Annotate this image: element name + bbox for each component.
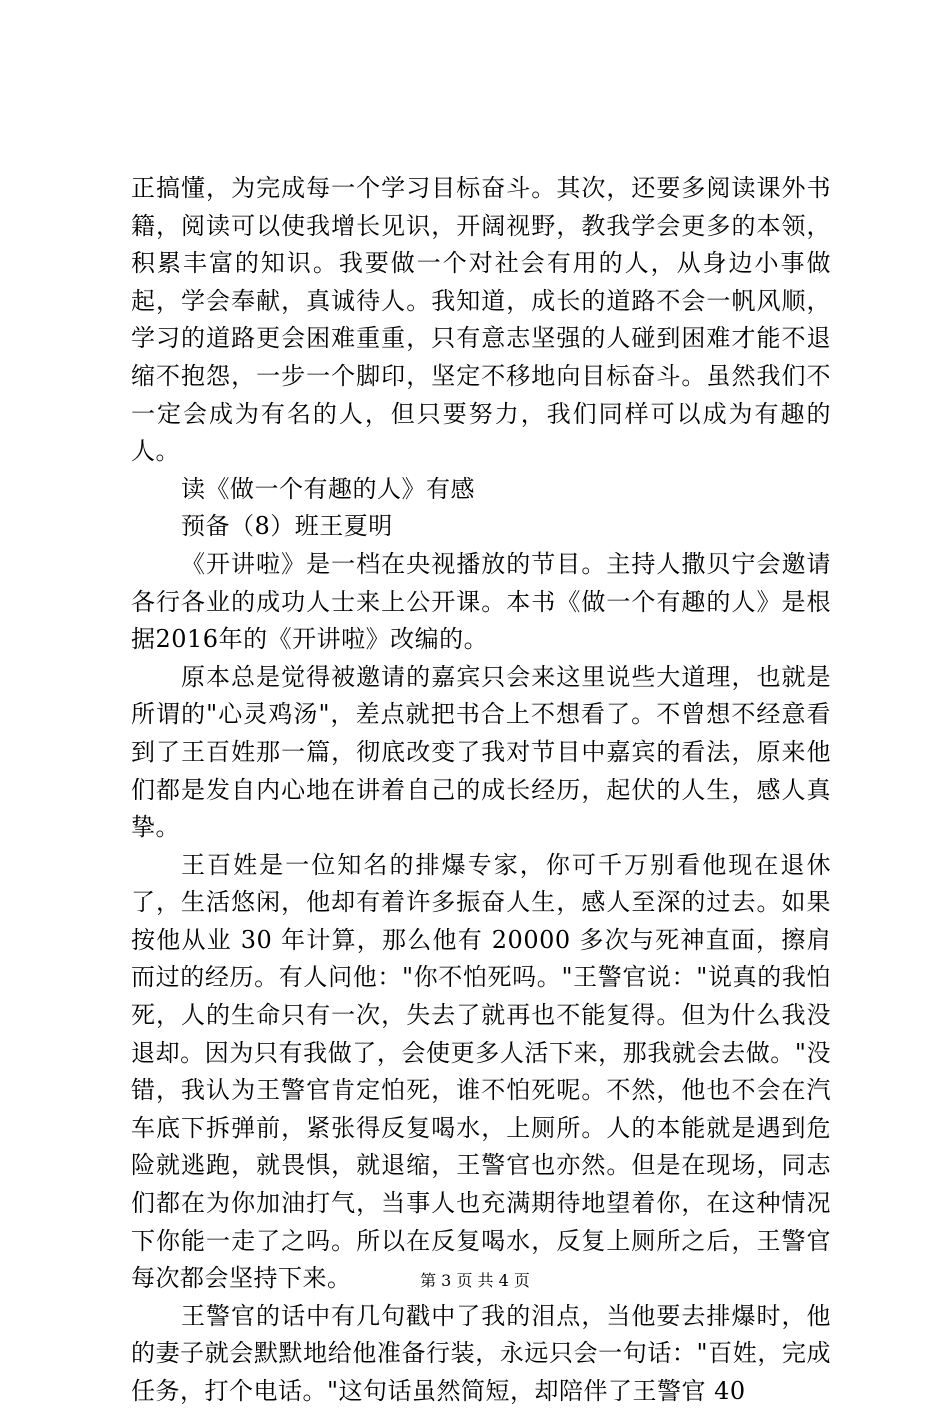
document-body	[131, 170, 831, 1411]
paragraph-continuation: 正搞懂，为完成每一个学习目标奋斗。其次，还要多阅读课外书籍，阅读可以使我增长见识，开阔视野，教我学会更多的本领，积累丰富的知识。我要做一个对社会有用的人，从身边小事做起，学会奉献，真诚待人。我知道，成长的道路不会一帆风顺，学习的道路更会困难重重，只有意志坚强的人碰到困难才能不退缩不抱怨，一步一个脚印，坚定不移地向目标奋斗。虽然我们不一定会成为有名的人，但只要努力，我们同样可以成为有趣的人。	[131, 174, 831, 466]
page-footer: 第 3 页 共 4 页	[420, 1271, 530, 1290]
paragraph-tears: 王警官的话中有几句戳中了我的泪点，当他要去排爆时，他的妻子就会默默地给他准备行装，永远只会一句话："百姓，完成任务，打个电话。"这句话虽然简短，却陪伴了王警官 40	[131, 1301, 831, 1405]
article-title: 读《做一个有趣的人》有感	[181, 474, 475, 503]
paragraph-wang-baixing: 王百姓是一位知名的排爆专家，你可千万别看他现在退休了，生活悠闲，他却有着许多振奋人生，感人至深的过去。如果按他从业 30 年计算，那么他有 20000 多次与死神直面，擦肩而过的经历。有人问他："你不怕死吗。"王警官说："说真的我怕死，人的生命只有一次，失去了就再也不能复得。但为什么我没退却。因为只有我做了，会使更多人活下来，那我就会去做。"没错，我认为王警官肯定怕死，谁不怕死呢。不然，他也不会在汽车底下拆弹前，紧张得反复喝水，上厕所。人的本能就是遇到危险就逃跑，就畏惧，就退缩，王警官也亦然。但是在现场，同志们都在为你加油打气，当事人也充满期待地望着你，在这种情况下你能一走了之吗。所以在反复喝水，反复上厕所之后，王警官每次都会坚持下来。	[131, 850, 831, 1293]
article-author: 预备（8）班王夏明	[181, 512, 393, 541]
paragraph-intro: 《开讲啦》是一档在央视播放的节目。主持人撒贝宁会邀请各行各业的成功人士来上公开课。本书《做一个有趣的人》是根据2016年的《开讲啦》改编的。	[131, 549, 831, 654]
paragraph-impression: 原本总是觉得被邀请的嘉宾只会来这里说些大道理，也就是所谓的"心灵鸡汤"，差点就把书合上不想看了。不曾想不经意看到了王百姓那一篇，彻底改变了我对节目中嘉宾的看法，原来他们都是发自内心地在讲着自己的成长经历，起伏的人生，感人真挚。	[131, 662, 831, 842]
